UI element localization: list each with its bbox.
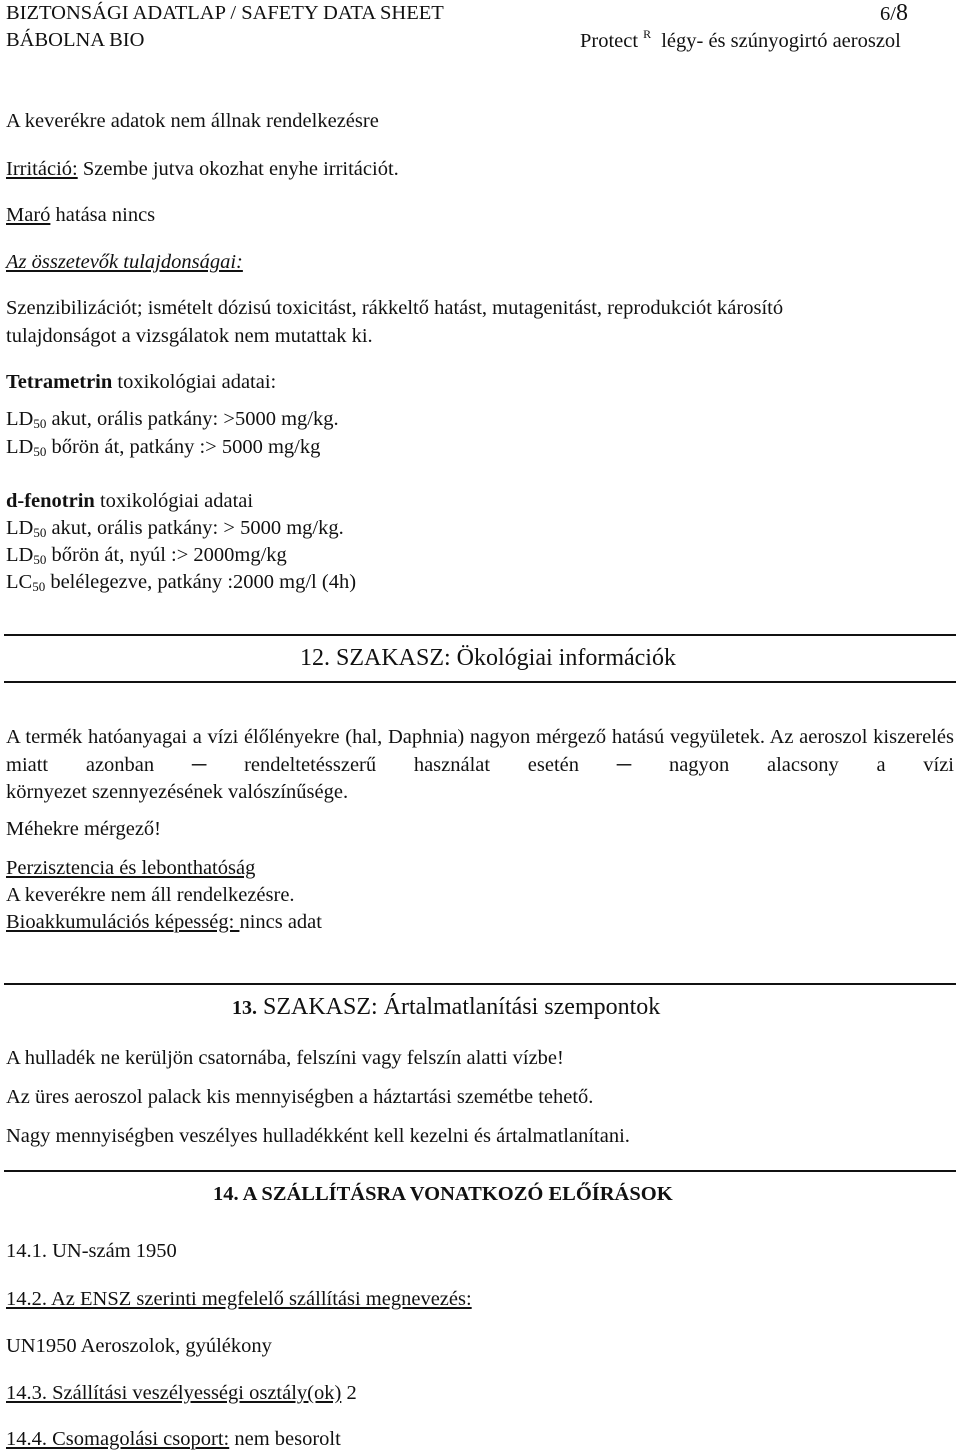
product-name bbox=[580, 28, 901, 54]
bioacc-text: nincs adat bbox=[239, 911, 322, 933]
shipping-name-label: 14.2. Az ENSZ szerinti megfelelő szállítási megnevezés: bbox=[6, 1288, 472, 1310]
dphen-dermal-text: bőrön át, nyúl :> 2000mg/kg bbox=[46, 544, 287, 566]
hazard-class-value: 2 bbox=[341, 1382, 357, 1404]
irritation-text: Szembe jutva okozhat enyhe irritációt. bbox=[77, 158, 399, 180]
dphen-name: d-fenotrin bbox=[6, 490, 95, 512]
lc-subscript: 50 bbox=[32, 579, 46, 594]
page-separator: / bbox=[890, 3, 896, 25]
ld-subscript: 50 bbox=[33, 525, 47, 540]
corrosive-line bbox=[6, 204, 155, 228]
tetramethrin-dermal bbox=[6, 436, 320, 460]
header-title: BIZTONSÁGI ADATLAP / SAFETY DATA SHEET bbox=[6, 2, 444, 24]
section13-num: 13. bbox=[232, 997, 257, 1019]
un-number: 14.1. UN-szám 1950 bbox=[6, 1240, 177, 1262]
corrosive-text: hatása nincs bbox=[50, 204, 156, 226]
tetramethrin-title: toxikológiai adatai: bbox=[112, 371, 277, 393]
disposal-line1: A hulladék ne kerüljön csatornába, felszíni vagy felszín alatti vízbe! bbox=[6, 1047, 564, 1069]
registered-mark bbox=[638, 28, 656, 42]
ld-prefix: LD bbox=[6, 544, 34, 566]
section13-rule bbox=[4, 983, 956, 985]
section13-heading bbox=[232, 994, 660, 1022]
sensitization-line2: tulajdonságot a vizsgálatok nem mutattak ki. bbox=[6, 325, 373, 347]
product-prefix: Protect bbox=[580, 30, 639, 52]
section13-title: SZAKASZ: Ártalmatlanítási szempontok bbox=[257, 994, 661, 1020]
persistence-label: Perzisztencia és lebonthatóság bbox=[6, 857, 256, 879]
hazard-class-line bbox=[6, 1382, 357, 1406]
components-heading: Az összetevők tulajdonságai: bbox=[6, 251, 243, 273]
ld-prefix: LD bbox=[6, 517, 34, 539]
page-number bbox=[880, 0, 908, 28]
registered-letter: R bbox=[643, 27, 652, 41]
tetramethrin-heading bbox=[6, 371, 276, 395]
hazard-class-label: 14.3. Szállítási veszélyességi osztály(ok) bbox=[6, 1382, 342, 1404]
bioacc-label: Bioakkumulációs képesség: bbox=[6, 911, 240, 933]
ld-prefix: LD bbox=[6, 436, 34, 458]
bees-warning: Méhekre mérgező! bbox=[6, 818, 162, 840]
tetramethrin-dermal-text: bőrön át, patkány :> 5000 mg/kg bbox=[46, 436, 321, 458]
dphen-heading bbox=[6, 490, 253, 514]
irritation-line bbox=[6, 158, 399, 182]
shipping-name: UN1950 Aeroszolok, gyúlékony bbox=[6, 1335, 272, 1357]
section12-rule-bottom bbox=[4, 681, 956, 683]
corrosive-label: Maró bbox=[6, 204, 51, 226]
company-name: BÁBOLNA BIO bbox=[6, 29, 145, 51]
dphen-title: toxikológiai adatai bbox=[94, 490, 254, 512]
dphen-oral-text: akut, orális patkány: > 5000 mg/kg. bbox=[46, 517, 344, 539]
section14-rule bbox=[4, 1170, 956, 1172]
packing-group-line bbox=[6, 1428, 341, 1452]
page-current: 6 bbox=[880, 3, 891, 25]
section12-heading: 12. SZAKASZ: Ökológiai információk bbox=[300, 645, 676, 671]
ld-subscript: 50 bbox=[33, 444, 47, 459]
disposal-line2: Az üres aeroszol palack kis mennyiségben a háztartási szemétbe tehető. bbox=[6, 1086, 594, 1108]
product-suffix: légy- és szúnyogirtó aeroszol bbox=[656, 30, 901, 52]
packing-group-value: nem besorolt bbox=[229, 1428, 341, 1450]
section14-heading: 14. A SZÁLLÍTÁSRA VONATKOZÓ ELŐÍRÁSOK bbox=[213, 1183, 673, 1205]
ld-subscript: 50 bbox=[33, 416, 47, 431]
ld-subscript: 50 bbox=[33, 552, 47, 567]
packing-group-label: 14.4. Csomagolási csoport: bbox=[6, 1428, 230, 1450]
dphen-inhalation bbox=[6, 571, 356, 595]
page-total: 8 bbox=[895, 0, 908, 26]
persistence-text: A keverékre nem áll rendelkezésre. bbox=[6, 884, 295, 906]
tetramethrin-name: Tetrametrin bbox=[6, 371, 113, 393]
dphen-dermal bbox=[6, 544, 287, 568]
lc-prefix: LC bbox=[6, 571, 33, 593]
dphen-oral bbox=[6, 517, 344, 541]
no-data-text: A keverékre adatok nem állnak rendelkezésre bbox=[6, 110, 379, 132]
sensitization-line1: Szenzibilizációt; ismételt dózisú toxicitást, rákkeltő hatást, mutagenitást, reprodukciót károsító bbox=[6, 297, 784, 319]
section12-paragraph: A termék hatóanyagai a vízi élőlényekre (hal, Daphnia) nagyon mérgező hatású vegyületek. Az aeroszol kiszerelés miatt azonban ─ rendeltetésszerű használat esetén ─ nagyon alacsony a vízi bbox=[6, 726, 954, 776]
bioaccumulation-line bbox=[6, 911, 322, 935]
ld-prefix: LD bbox=[6, 408, 34, 430]
irritation-label: Irritáció: bbox=[6, 158, 78, 180]
section12-rule-top bbox=[4, 634, 956, 636]
tetramethrin-oral bbox=[6, 408, 339, 432]
dphen-inhalation-text: belélegezve, patkány :2000 mg/l (4h) bbox=[45, 571, 357, 593]
tetramethrin-oral-text: akut, orális patkány: >5000 mg/kg. bbox=[46, 408, 339, 430]
section12-paragraph-last: környezet szennyezésének valószínűsége. bbox=[6, 781, 349, 803]
disposal-line3: Nagy mennyiségben veszélyes hulladékként kell kezelni és ártalmatlanítani. bbox=[6, 1125, 630, 1147]
